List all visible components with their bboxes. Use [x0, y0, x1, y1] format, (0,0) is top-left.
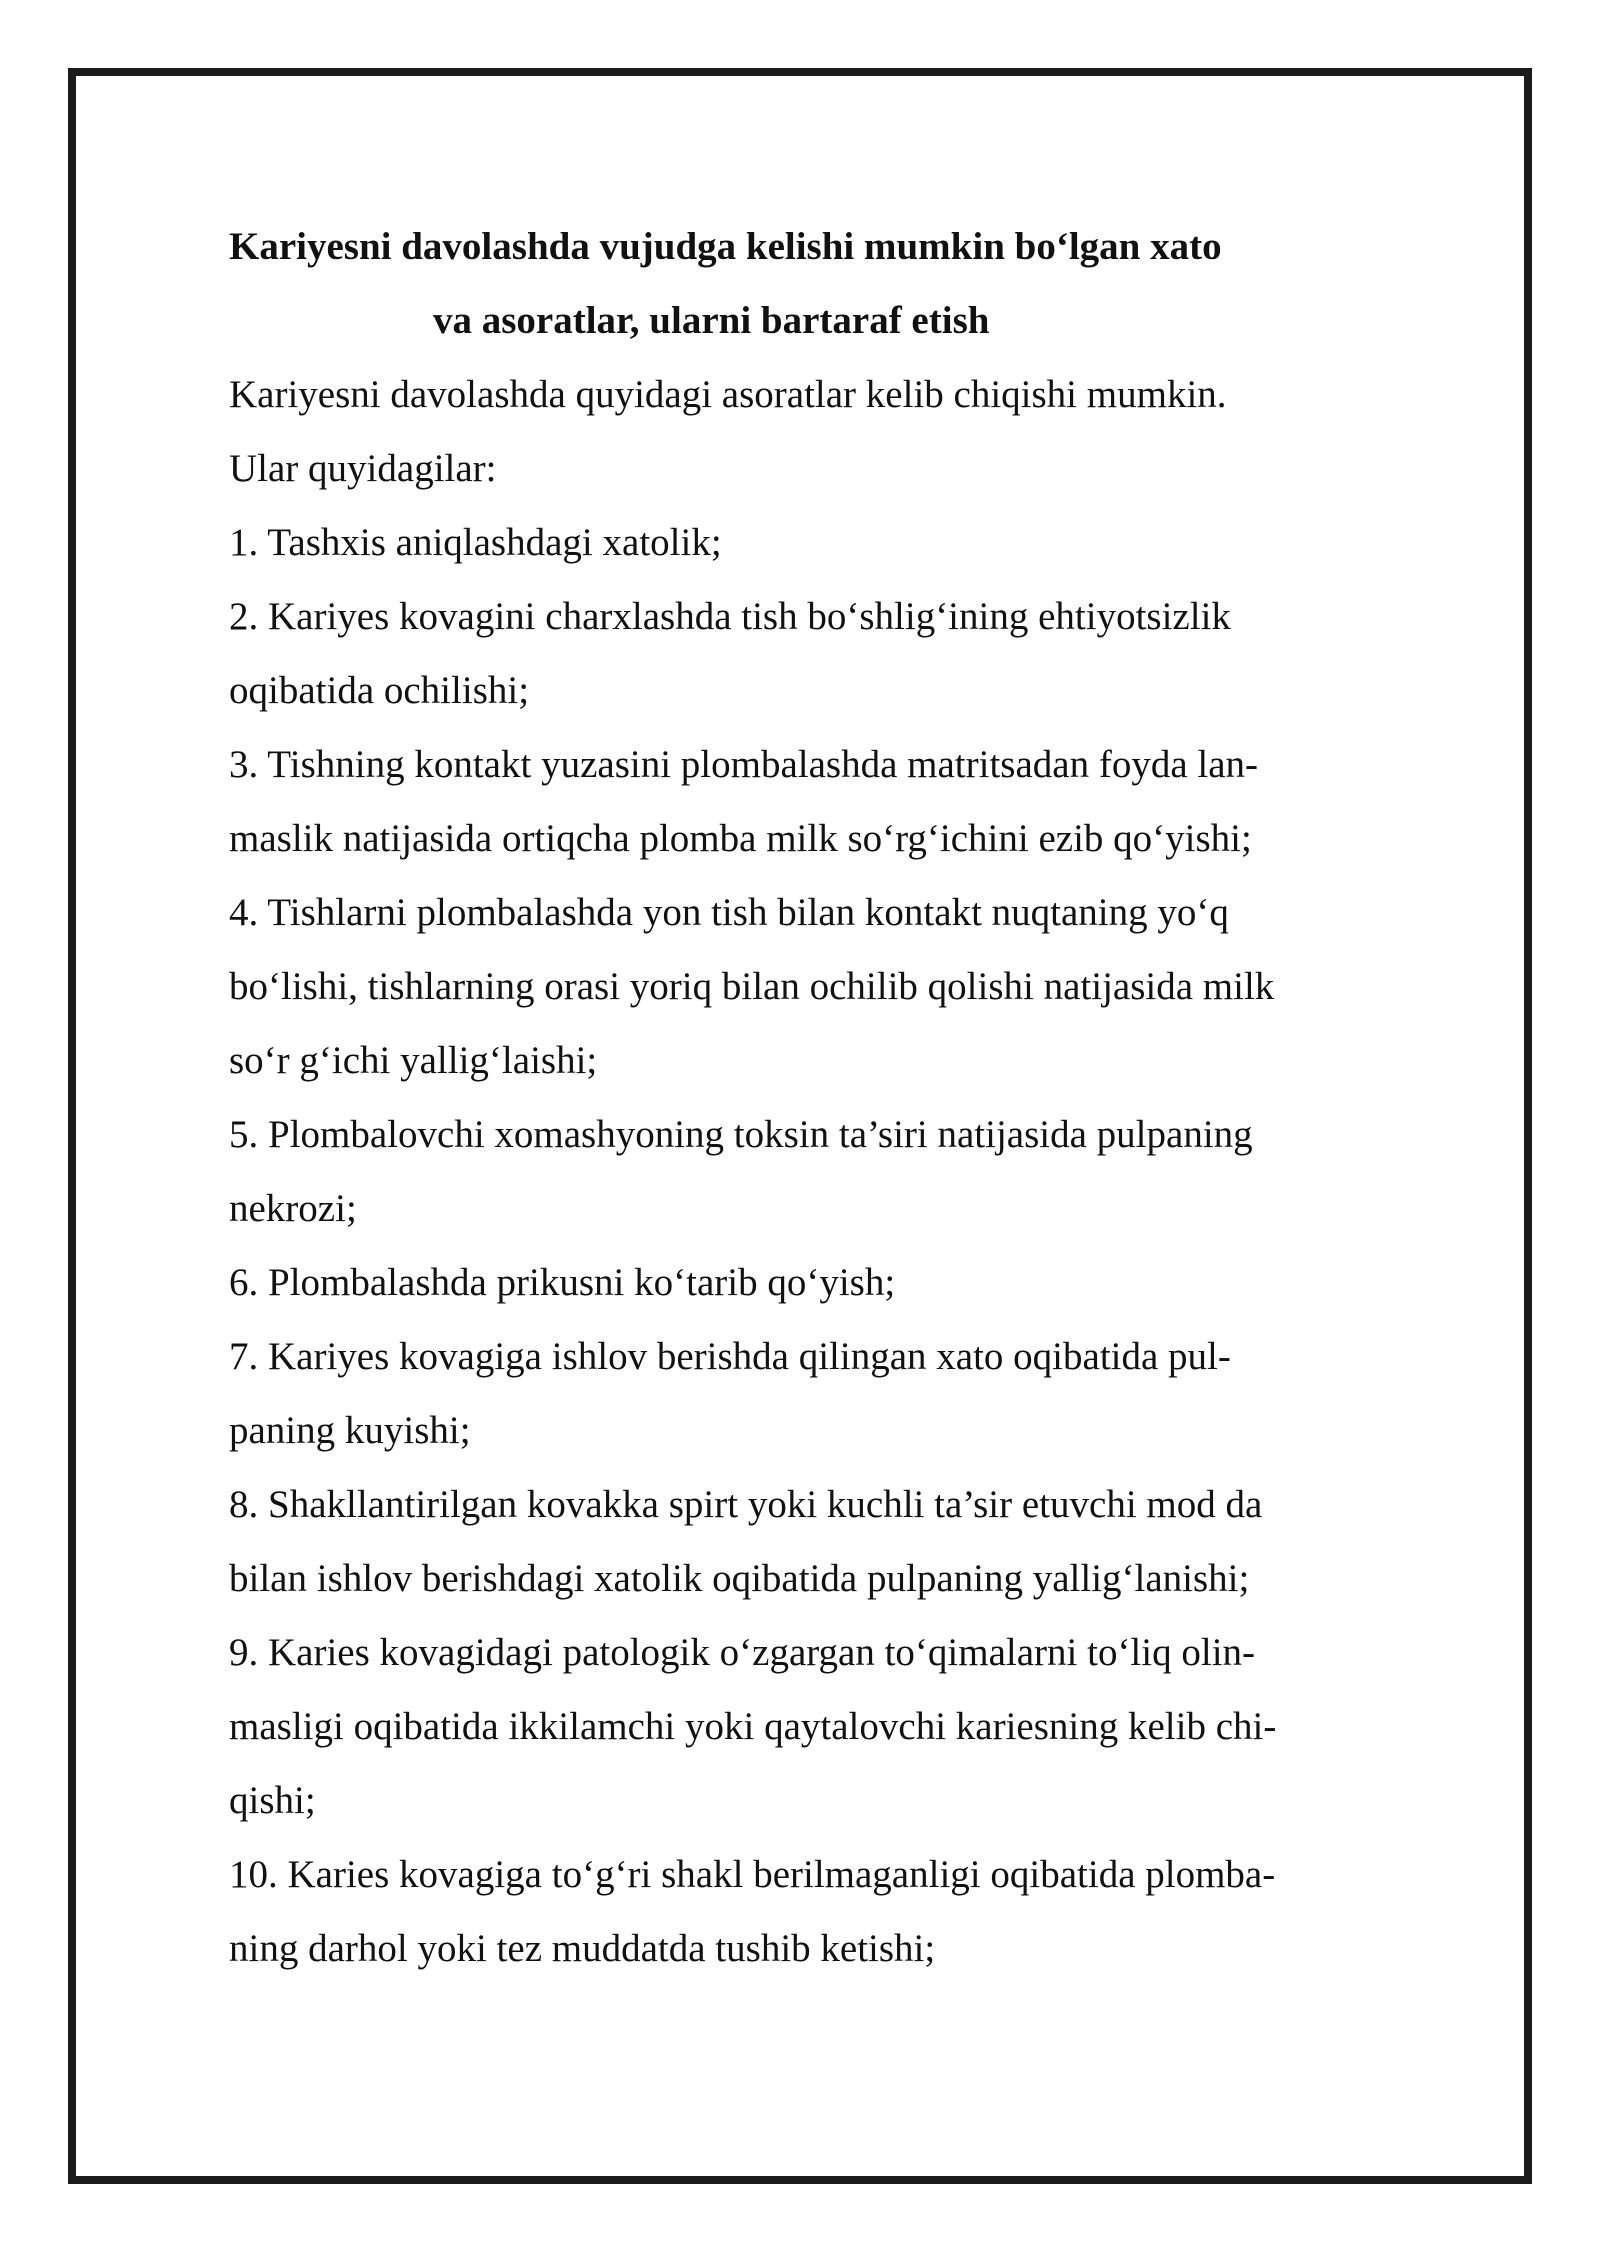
list-item-line: paning kuyishi;	[229, 1409, 471, 1452]
list-item-line: 1. Tashxis aniqlashdagi xatolik;	[229, 521, 722, 564]
list-item-line: nekrozi;	[229, 1187, 357, 1230]
list-item-line: masligi oqibatida ikkilamchi yoki qaytalovchi kariesning kelib chi-	[229, 1705, 1277, 1748]
list-item-line: 6. Plombalashda prikusni ko‘tarib qo‘yish;	[229, 1261, 896, 1304]
list-item-line: 8. Shakllantirilgan kovakka spirt yoki kuchli ta’sir etuvchi mod da	[229, 1483, 1263, 1526]
list-item-line: so‘r g‘ichi yallig‘laishi;	[229, 1039, 598, 1082]
list-item-line: qishi;	[229, 1779, 316, 1822]
list-item-line: 3. Tishning kontakt yuzasini plombalashda matritsadan foyda lan-	[229, 743, 1259, 786]
intro-line-2: Ular quyidagilar:	[229, 447, 497, 490]
list-item-line: 5. Plombalovchi xomashyoning toksin ta’siri natijasida pulpaning	[229, 1113, 1253, 1156]
list-item-line: maslik natijasida ortiqcha plomba milk so‘rg‘ichini ezib qo‘yishi;	[229, 817, 1252, 860]
list-item-line: 10. Karies kovagiga to‘g‘ri shakl berilmaganligi oqibatida plomba-	[229, 1853, 1276, 1896]
list-item-line: ning darhol yoki tez muddatda tushib ketishi;	[229, 1927, 936, 1970]
list-item-line: bilan ishlov berishdagi xatolik oqibatida pulpaning yallig‘lanishi;	[229, 1557, 1250, 1600]
document-title-line-1: Kariyesni davolashda vujudga kelishi mumkin bo‘lgan xato	[229, 225, 1222, 268]
list-item-line: oqibatida ochilishi;	[229, 669, 530, 712]
list-item-line: bo‘lishi, tishlarning orasi yoriq bilan ochilib qolishi natijasida milk	[229, 965, 1275, 1008]
list-item-line: 7. Kariyes kovagiga ishlov berishda qilingan xato oqibatida pul-	[229, 1335, 1231, 1378]
list-item-line: 2. Kariyes kovagini charxlashda tish bo‘shlig‘ining ehtiyotsizlik	[229, 595, 1231, 638]
list-item-line: 4. Tishlarni plombalashda yon tish bilan kontakt nuqtaning yo‘q	[229, 891, 1229, 934]
intro-line-1: Kariyesni davolashda quyidagi asoratlar kelib chiqishi mumkin.	[229, 373, 1227, 416]
list-item-line: 9. Karies kovagidagi patologik o‘zgargan to‘qimalarni to‘liq olin-	[229, 1631, 1256, 1674]
document-title-line-2: va asoratlar, ularni bartaraf etish	[433, 299, 990, 342]
